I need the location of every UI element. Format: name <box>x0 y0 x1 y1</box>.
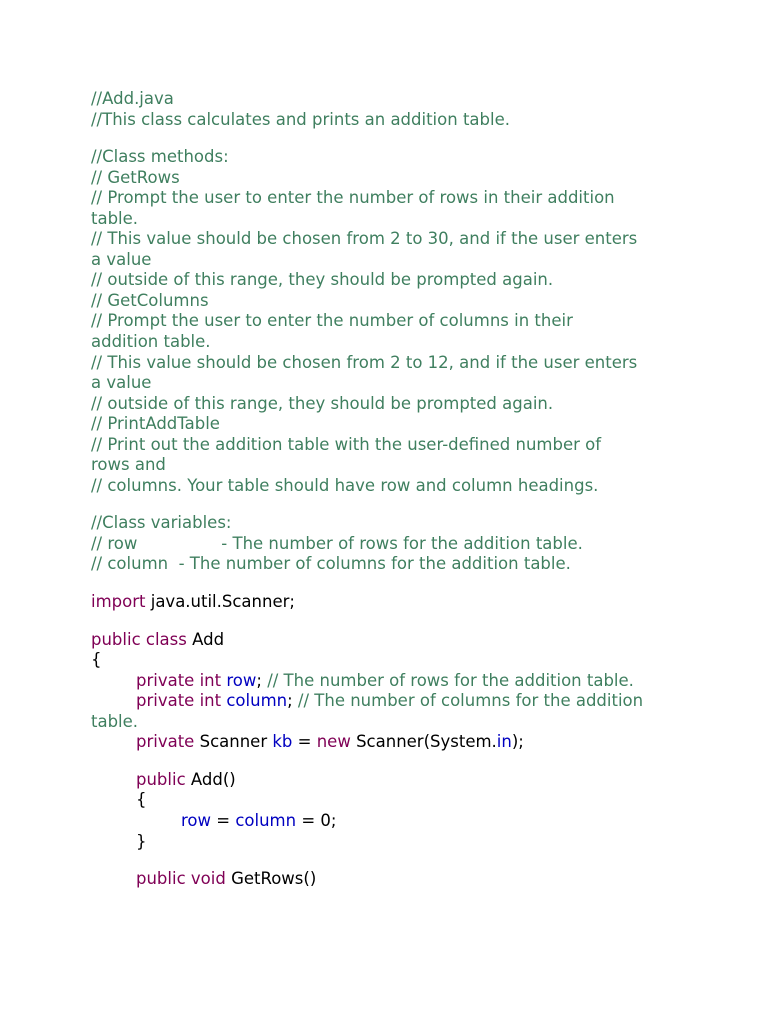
comment-line: // row - The number of rows for the addition table. <box>91 533 583 553</box>
keyword-public: public <box>91 629 141 649</box>
field-column-declaration <box>91 691 691 712</box>
comment-line: // Print out the addition table with the user-defined number of <box>91 434 602 454</box>
open-brace: { <box>91 650 102 670</box>
comment-line: // GetColumns <box>91 290 209 310</box>
inline-comment: // The number of columns for the addition <box>297 691 644 711</box>
comment-line: //This class calculates and prints an addition table. <box>91 109 510 129</box>
code-listing <box>91 89 691 890</box>
comment-line: // This value should be chosen from 2 to 12, and if the user enters <box>91 352 638 372</box>
comment-line: //Class methods: <box>91 147 229 167</box>
keyword-import: import <box>91 592 146 612</box>
open-brace: { <box>136 790 147 810</box>
class-declaration <box>91 630 691 651</box>
semicolon: ; <box>256 670 262 690</box>
comment-line: //Add.java <box>91 89 174 108</box>
keyword-void: void <box>190 869 226 889</box>
constructor-signature: Add() <box>190 769 236 789</box>
method-signature: GetRows() <box>231 869 317 889</box>
field-row-declaration <box>91 671 691 692</box>
comment-line: // outside of this range, they should be prompted again. <box>91 393 554 413</box>
field-name-row: row <box>181 810 212 830</box>
comment-line: // column - The number of columns for the addition table. <box>91 554 571 574</box>
keyword-private: private <box>136 732 195 752</box>
keyword-new: new <box>316 732 351 752</box>
comment-line: // Prompt the user to enter the number of rows in their addition <box>91 188 615 208</box>
assign-zero: = 0; <box>301 810 337 830</box>
keyword-int: int <box>199 670 222 690</box>
comment-line: // Prompt the user to enter the number of columns in their <box>91 311 573 331</box>
comment-line: // PrintAddTable <box>91 414 220 434</box>
constructor-body <box>91 811 691 832</box>
operator-assign: = <box>216 810 231 830</box>
field-name-row: row <box>226 670 257 690</box>
call-end: ); <box>511 732 524 752</box>
comment-line: // outside of this range, they should be prompted again. <box>91 270 554 290</box>
comment-line: // This value should be chosen from 2 to 30, and if the user enters <box>91 229 638 249</box>
comment-line: // GetRows <box>91 167 180 187</box>
constructor-declaration <box>91 770 691 791</box>
field-name-kb: kb <box>272 732 293 752</box>
comment-line: a value <box>91 373 152 393</box>
import-statement <box>91 592 691 613</box>
comment-line: rows and <box>91 455 166 475</box>
field-kb-declaration <box>91 732 691 753</box>
inline-comment-continuation: table. <box>91 711 139 731</box>
close-brace: } <box>136 831 147 851</box>
comment-line: //Class variables: <box>91 513 232 533</box>
class-name: Add <box>192 629 225 649</box>
keyword-public: public <box>136 769 186 789</box>
type-scanner: Scanner <box>199 732 268 752</box>
semicolon: ; <box>287 691 293 711</box>
keyword-private: private <box>136 670 195 690</box>
comment-line: table. <box>91 208 139 228</box>
method-getrows-declaration <box>91 869 691 890</box>
comment-line: // columns. Your table should have row and column headings. <box>91 475 599 495</box>
keyword-class: class <box>145 629 187 649</box>
comment-line: a value <box>91 249 152 269</box>
keyword-private: private <box>136 691 195 711</box>
field-name-in: in <box>496 732 512 752</box>
keyword-int: int <box>199 691 222 711</box>
field-name-column: column <box>235 810 297 830</box>
operator-assign: = <box>297 732 312 752</box>
field-name-column: column <box>226 691 288 711</box>
import-path: java.util.Scanner; <box>145 592 295 612</box>
comment-line: addition table. <box>91 332 211 352</box>
constructor-call: Scanner(System. <box>356 732 497 752</box>
keyword-public: public <box>136 869 186 889</box>
inline-comment: // The number of rows for the addition table. <box>267 670 634 690</box>
